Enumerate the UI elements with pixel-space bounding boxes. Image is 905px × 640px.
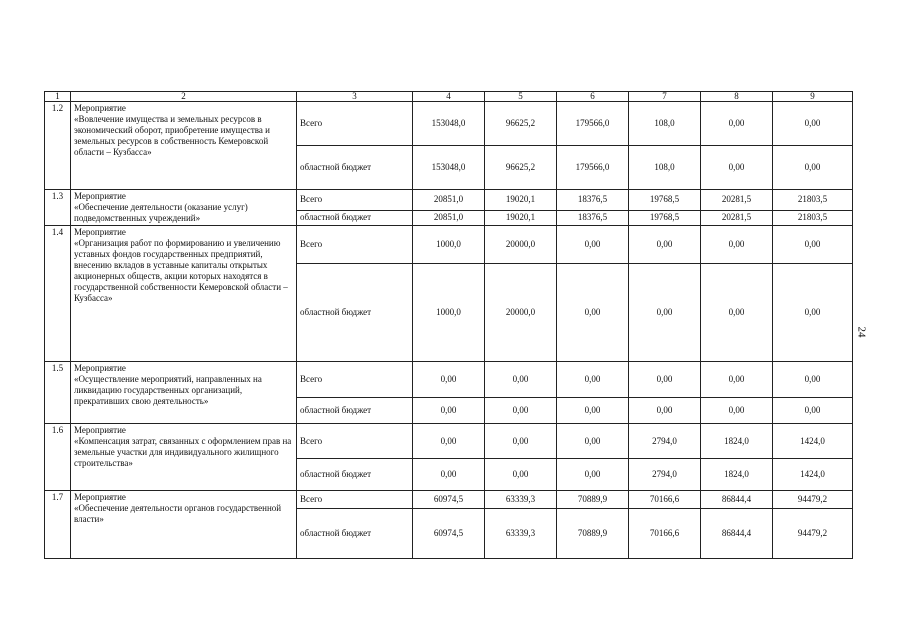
column-header: 1	[45, 92, 71, 102]
value-cell: 94479,2	[773, 509, 853, 559]
row-index: 1.7	[45, 491, 71, 559]
funding-source: Всего	[297, 424, 413, 459]
value-cell: 96625,2	[485, 146, 557, 190]
value-cell: 0,00	[413, 398, 485, 424]
event-name: «Осуществление мероприятий, направленных на ликвидацию государственных организаций, прекративших свою деятельность»	[74, 374, 262, 406]
value-cell: 0,00	[701, 362, 773, 398]
value-cell: 21803,5	[773, 210, 853, 225]
table-row	[45, 491, 853, 509]
value-cell: 0,00	[629, 264, 701, 362]
column-header: 8	[701, 92, 773, 102]
value-cell: 0,00	[701, 102, 773, 146]
value-cell: 0,00	[557, 226, 629, 264]
value-cell: 0,00	[413, 459, 485, 491]
funding-source: областной бюджет	[297, 509, 413, 559]
value-cell: 0,00	[413, 362, 485, 398]
value-cell: 70166,6	[629, 491, 701, 509]
value-cell: 86844,4	[701, 491, 773, 509]
value-cell: 60974,5	[413, 491, 485, 509]
row-index: 1.5	[45, 362, 71, 424]
column-header: 9	[773, 92, 853, 102]
funding-source: Всего	[297, 362, 413, 398]
value-cell: 0,00	[557, 398, 629, 424]
value-cell: 1424,0	[773, 459, 853, 491]
value-cell: 20281,5	[701, 190, 773, 211]
funding-source: областной бюджет	[297, 459, 413, 491]
value-cell: 1824,0	[701, 459, 773, 491]
table-row	[45, 362, 853, 398]
column-header: 4	[413, 92, 485, 102]
value-cell: 63339,3	[485, 491, 557, 509]
column-header: 3	[297, 92, 413, 102]
value-cell: 153048,0	[413, 146, 485, 190]
value-cell: 0,00	[485, 398, 557, 424]
table-row	[45, 226, 853, 264]
value-cell: 20000,0	[485, 264, 557, 362]
event-label: Мероприятие	[74, 425, 126, 435]
value-cell: 18376,5	[557, 210, 629, 225]
value-cell: 70166,6	[629, 509, 701, 559]
event-label: Мероприятие	[74, 103, 126, 113]
value-cell: 0,00	[629, 226, 701, 264]
budget-table-sheet	[44, 91, 853, 559]
column-header: 5	[485, 92, 557, 102]
funding-source: областной бюджет	[297, 264, 413, 362]
value-cell: 0,00	[485, 362, 557, 398]
event-description	[71, 226, 297, 362]
value-cell: 2794,0	[629, 459, 701, 491]
value-cell: 0,00	[413, 424, 485, 459]
event-name: «Компенсация затрат, связанных с оформлением прав на земельные участки для индивидуального жилищного строительства»	[74, 436, 292, 468]
value-cell: 179566,0	[557, 146, 629, 190]
value-cell: 0,00	[629, 362, 701, 398]
value-cell: 20281,5	[701, 210, 773, 225]
value-cell: 1000,0	[413, 226, 485, 264]
row-index: 1.4	[45, 226, 71, 362]
value-cell: 0,00	[773, 102, 853, 146]
table-row	[45, 102, 853, 146]
event-name: «Организация работ по формированию и увеличению уставных фондов государственных предприятий, внесению вкладов в уставные капиталы открытых акционерных обществ, акции которых находятся в государственной собственности Кемеровской области – Кузбасса»	[74, 238, 288, 303]
value-cell: 63339,3	[485, 509, 557, 559]
value-cell: 0,00	[485, 424, 557, 459]
row-index: 1.3	[45, 190, 71, 226]
value-cell: 108,0	[629, 146, 701, 190]
value-cell: 86844,4	[701, 509, 773, 559]
event-name: «Обеспечение деятельности органов государственной власти»	[74, 503, 282, 524]
budget-table	[44, 91, 853, 559]
table-header-row	[45, 92, 853, 102]
event-label: Мероприятие	[74, 227, 126, 237]
funding-source: Всего	[297, 102, 413, 146]
value-cell: 94479,2	[773, 491, 853, 509]
event-label: Мероприятие	[74, 191, 126, 201]
event-label: Мероприятие	[74, 363, 126, 373]
funding-source: областной бюджет	[297, 210, 413, 225]
value-cell: 70889,9	[557, 491, 629, 509]
value-cell: 19020,1	[485, 210, 557, 225]
value-cell: 153048,0	[413, 102, 485, 146]
event-name: «Вовлечение имущества и земельных ресурсов в экономический оборот, приобретение имущества и земельных ресурсов в собственность Кемеровской области – Кузбасса»	[74, 114, 270, 157]
value-cell: 0,00	[773, 146, 853, 190]
table-row	[45, 424, 853, 459]
funding-source: областной бюджет	[297, 146, 413, 190]
value-cell: 0,00	[557, 459, 629, 491]
value-cell: 0,00	[701, 146, 773, 190]
funding-source: Всего	[297, 226, 413, 264]
value-cell: 1424,0	[773, 424, 853, 459]
column-header: 6	[557, 92, 629, 102]
value-cell: 0,00	[557, 264, 629, 362]
value-cell: 96625,2	[485, 102, 557, 146]
funding-source: областной бюджет	[297, 398, 413, 424]
value-cell: 21803,5	[773, 190, 853, 211]
value-cell: 70889,9	[557, 509, 629, 559]
value-cell: 19768,5	[629, 190, 701, 211]
funding-source: Всего	[297, 190, 413, 211]
value-cell: 60974,5	[413, 509, 485, 559]
value-cell: 18376,5	[557, 190, 629, 211]
event-description	[71, 362, 297, 424]
row-index: 1.6	[45, 424, 71, 491]
event-label: Мероприятие	[74, 492, 126, 502]
page-number: 24	[855, 326, 868, 338]
value-cell: 19768,5	[629, 210, 701, 225]
value-cell: 20851,0	[413, 190, 485, 211]
value-cell: 0,00	[773, 362, 853, 398]
value-cell: 179566,0	[557, 102, 629, 146]
column-header: 2	[71, 92, 297, 102]
value-cell: 108,0	[629, 102, 701, 146]
value-cell: 20851,0	[413, 210, 485, 225]
table-row	[45, 190, 853, 211]
value-cell: 0,00	[701, 264, 773, 362]
value-cell: 0,00	[773, 398, 853, 424]
event-description	[71, 102, 297, 190]
row-index: 1.2	[45, 102, 71, 190]
value-cell: 0,00	[701, 226, 773, 264]
event-name: «Обеспечение деятельности (оказание услуг) подведомственных учреждений»	[74, 202, 248, 223]
event-description	[71, 491, 297, 559]
value-cell: 1000,0	[413, 264, 485, 362]
column-header: 7	[629, 92, 701, 102]
value-cell: 0,00	[557, 424, 629, 459]
value-cell: 2794,0	[629, 424, 701, 459]
event-description	[71, 424, 297, 491]
value-cell: 0,00	[629, 398, 701, 424]
funding-source: Всего	[297, 491, 413, 509]
value-cell: 19020,1	[485, 190, 557, 211]
value-cell: 0,00	[773, 264, 853, 362]
value-cell: 0,00	[701, 398, 773, 424]
value-cell: 0,00	[773, 226, 853, 264]
value-cell: 0,00	[557, 362, 629, 398]
value-cell: 1824,0	[701, 424, 773, 459]
value-cell: 0,00	[485, 459, 557, 491]
value-cell: 20000,0	[485, 226, 557, 264]
event-description	[71, 190, 297, 226]
